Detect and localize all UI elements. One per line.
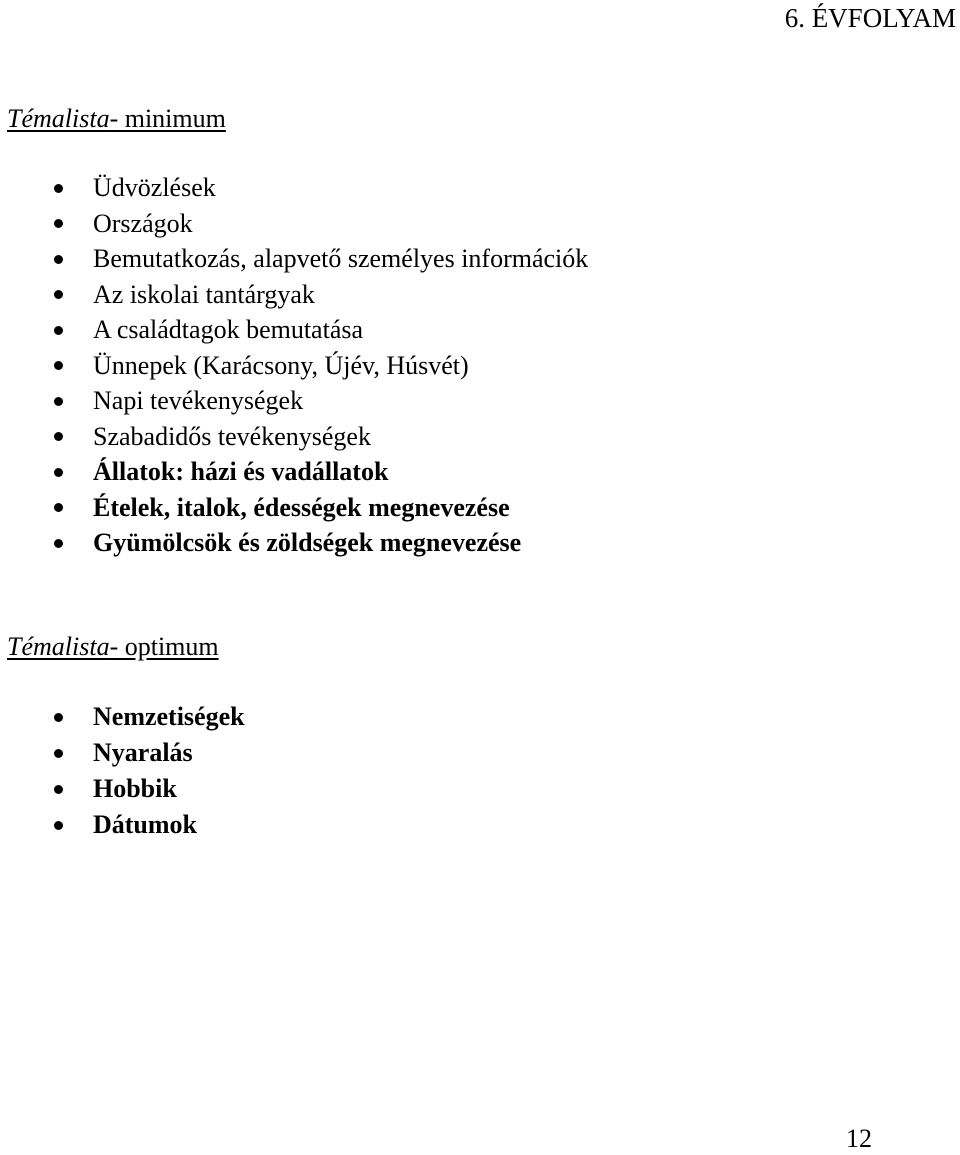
topic-label: Nyaralás — [93, 738, 193, 767]
topic-item — [0, 170, 588, 206]
topic-item — [0, 419, 588, 455]
bullet-icon — [54, 326, 63, 335]
topic-label: A családtagok bemutatása — [93, 315, 364, 344]
topic-item — [0, 699, 245, 735]
optimum-section-heading — [7, 632, 219, 662]
minimum-section-heading — [7, 104, 226, 134]
topic-label: Ételek, italok, édességek megnevezése — [93, 492, 510, 522]
bullet-icon — [54, 184, 63, 193]
topic-item — [0, 525, 588, 561]
topic-item — [0, 241, 588, 277]
bullet-icon — [54, 219, 63, 228]
page-number: 12 — [846, 1124, 872, 1153]
topic-item — [0, 277, 588, 313]
minimum-heading-italic: Témalista — [7, 104, 110, 133]
topic-item — [0, 771, 245, 807]
topic-label: Üdvözlések — [93, 173, 216, 202]
topic-label: Dátumok — [93, 810, 198, 839]
bullet-icon — [54, 361, 63, 370]
topic-label: Napi tevékenységek — [93, 386, 304, 415]
topic-label: Ünnepek (Karácsony, Újév, Húsvét) — [93, 350, 469, 380]
topic-item — [0, 454, 588, 490]
topic-item — [0, 383, 588, 419]
topic-item — [0, 312, 588, 348]
topic-label: Országok — [93, 208, 193, 238]
topic-label: Az iskolai tantárgyak — [93, 279, 315, 309]
bullet-icon — [54, 713, 63, 722]
topic-item — [0, 807, 245, 843]
topic-label: Szabadidős tevékenységek — [93, 421, 371, 451]
grade-header: 6. ÉVFOLYAM — [784, 3, 956, 33]
topic-item — [0, 206, 588, 242]
topic-label: Nemzetiségek — [93, 702, 245, 731]
minimum-heading-rest: - minimum — [109, 104, 226, 133]
bullet-icon — [54, 503, 63, 512]
bullet-icon — [54, 821, 63, 830]
topic-item — [0, 735, 245, 771]
bullet-icon — [54, 397, 63, 406]
optimum-heading-rest: - optimum — [109, 632, 219, 661]
bullet-icon — [54, 785, 63, 794]
topic-label: Bemutatkozás, alapvető személyes információk — [93, 244, 589, 273]
topic-item — [0, 348, 588, 384]
optimum-topic-list — [0, 699, 245, 843]
bullet-icon — [54, 432, 63, 441]
bullet-icon — [54, 255, 63, 264]
bullet-icon — [54, 468, 63, 477]
bullet-icon — [54, 539, 63, 548]
topic-label: Állatok: házi és vadállatok — [93, 457, 389, 486]
optimum-heading-italic: Témalista — [7, 632, 110, 661]
topic-label: Hobbik — [93, 774, 177, 803]
bullet-icon — [54, 749, 63, 758]
topic-item — [0, 490, 588, 526]
minimum-topic-list — [0, 170, 588, 561]
bullet-icon — [54, 290, 63, 299]
topic-label: Gyümölcsök és zöldségek megnevezése — [93, 528, 522, 557]
